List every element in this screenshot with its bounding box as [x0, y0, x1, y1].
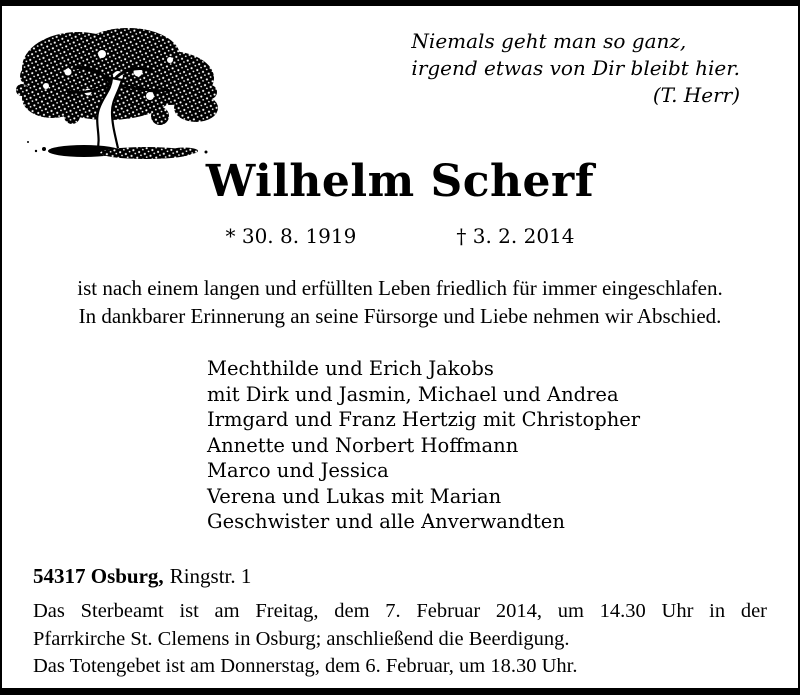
death-date: † 3. 2. 2014 [456, 224, 575, 248]
birth-date: * 30. 8. 1919 [225, 224, 357, 248]
mourner-line: mit Dirk und Jasmin, Michael und Andrea [207, 382, 619, 406]
address-city: 54317 Osburg, [33, 564, 164, 588]
address-street: Ringstr. 1 [169, 564, 252, 588]
mourner-line: Irmgard und Franz Hertzig mit Christopher [207, 408, 641, 431]
address-line [33, 564, 251, 589]
quote-line: Niemals geht man so ganz, [411, 29, 687, 53]
mourner-line: Verena und Lukas mit Marian [207, 484, 502, 508]
intro-line: ist nach einem langen und erfüllten Leben friedlich für immer eingeschlafen. [77, 276, 723, 300]
service-info [33, 598, 767, 681]
mourner-line: Mechthilde und Erich Jakobs [207, 357, 494, 380]
service-line: Das Totengebet ist am Donnerstag, dem 6. Februar, um 18.30 Uhr. [33, 655, 578, 677]
mourner-line: Geschwister und alle Anverwandten [207, 510, 565, 533]
service-line: Pfarrkirche St. Clemens in Osburg; anschließend die Beerdigung. [33, 627, 570, 650]
quote-line: irgend etwas von Dir bleibt hier. [411, 56, 740, 80]
intro-text [22, 274, 778, 330]
intro-line: In dankbarer Erinnerung an seine Fürsorge und Liebe nehmen wir Abschied. [78, 304, 722, 328]
mourner-line: Annette und Norbert Hoffmann [207, 433, 519, 457]
deceased-name: Wilhelm Scherf [205, 156, 595, 207]
service-line: Das Sterbeamt ist am Freitag, dem 7. Februar 2014, um 14.30 Uhr in der [33, 600, 767, 622]
quote-attribution: (T. Herr) [652, 83, 740, 107]
life-dates [2, 224, 798, 248]
tree-icon [10, 20, 222, 165]
mourners-list [207, 356, 640, 535]
mourner-line: Marco und Jessica [207, 459, 389, 482]
memorial-quote [411, 28, 740, 109]
